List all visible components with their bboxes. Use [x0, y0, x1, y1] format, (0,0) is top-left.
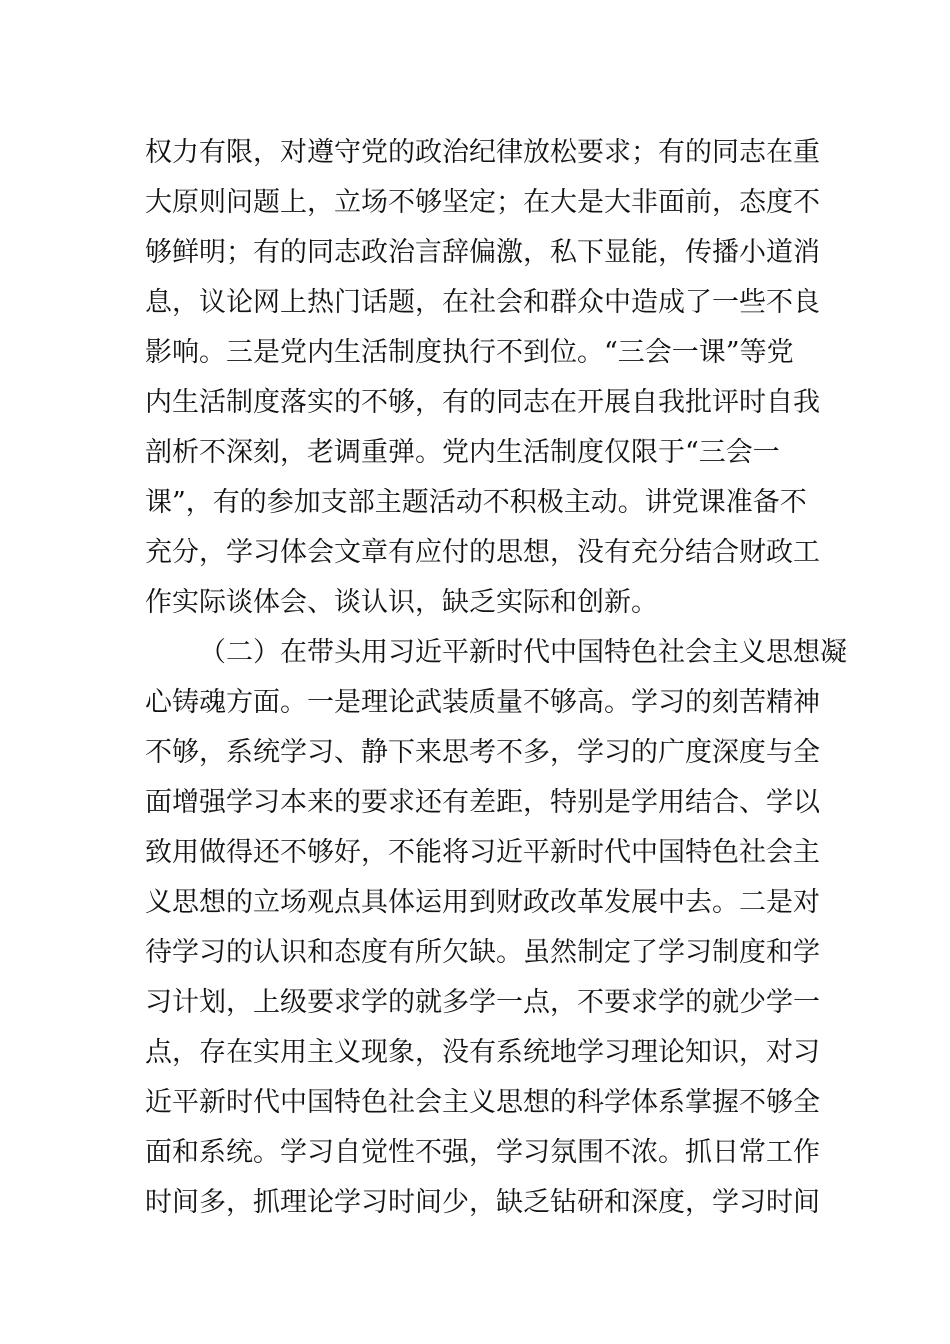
text-line: 大原则问题上，立场不够坚定；在大是大非面前，态度不	[145, 187, 820, 218]
text-line: 剖析不深刻，老调重弹。党内生活制度仅限于“三会一	[145, 437, 780, 468]
text-line: 面和系统。学习自觉性不强，学习氛围不浓。抓日常工作	[145, 1137, 820, 1168]
text-line: 充分，学习体会文章有应付的思想，没有充分结合财政工	[145, 537, 820, 568]
text-line: 不够，系统学习、静下来思考不多，学习的广度深度与全	[145, 737, 820, 768]
text-line: 心铸魂方面。一是理论武装质量不够高。学习的刻苦精神	[145, 687, 820, 718]
text-line: 面增强学习本来的要求还有差距，特别是学用结合、学以	[145, 787, 820, 818]
text-line: 影响。三是党内生活制度执行不到位。“三会一课”等党	[145, 337, 794, 368]
text-line: 致用做得还不够好，不能将习近平新时代中国特色社会主	[145, 837, 820, 868]
text-line: 近平新时代中国特色社会主义思想的科学体系掌握不够全	[145, 1087, 820, 1118]
section-heading-line: （二）在带头用习近平新时代中国特色社会主义思想凝	[199, 637, 847, 668]
text-line: 义思想的立场观点具体运用到财政改革发展中去。二是对	[145, 887, 820, 918]
text-line: 待学习的认识和态度有所欠缺。虽然制定了学习制度和学	[145, 937, 820, 968]
text-line: 习计划，上级要求学的就多学一点，不要求学的就少学一	[145, 987, 820, 1018]
text-line: 点，存在实用主义现象，没有系统地学习理论知识，对习	[145, 1037, 820, 1068]
text-line: 息，议论网上热门话题，在社会和群众中造成了一些不良	[145, 287, 820, 318]
text-line: 课”，有的参加支部主题活动不积极主动。讲党课准备不	[145, 487, 807, 518]
text-line: 权力有限，对遵守党的政治纪律放松要求；有的同志在重	[145, 137, 820, 168]
text-line: 时间多，抓理论学习时间少，缺乏钻研和深度，学习时间	[145, 1187, 820, 1218]
document-body	[145, 128, 847, 1228]
text-line: 内生活制度落实的不够，有的同志在开展自我批评时自我	[145, 387, 820, 418]
text-line: 作实际谈体会、谈认识，缺乏实际和创新。	[145, 587, 658, 618]
text-line: 够鲜明；有的同志政治言辞偏激，私下显能，传播小道消	[145, 237, 820, 268]
